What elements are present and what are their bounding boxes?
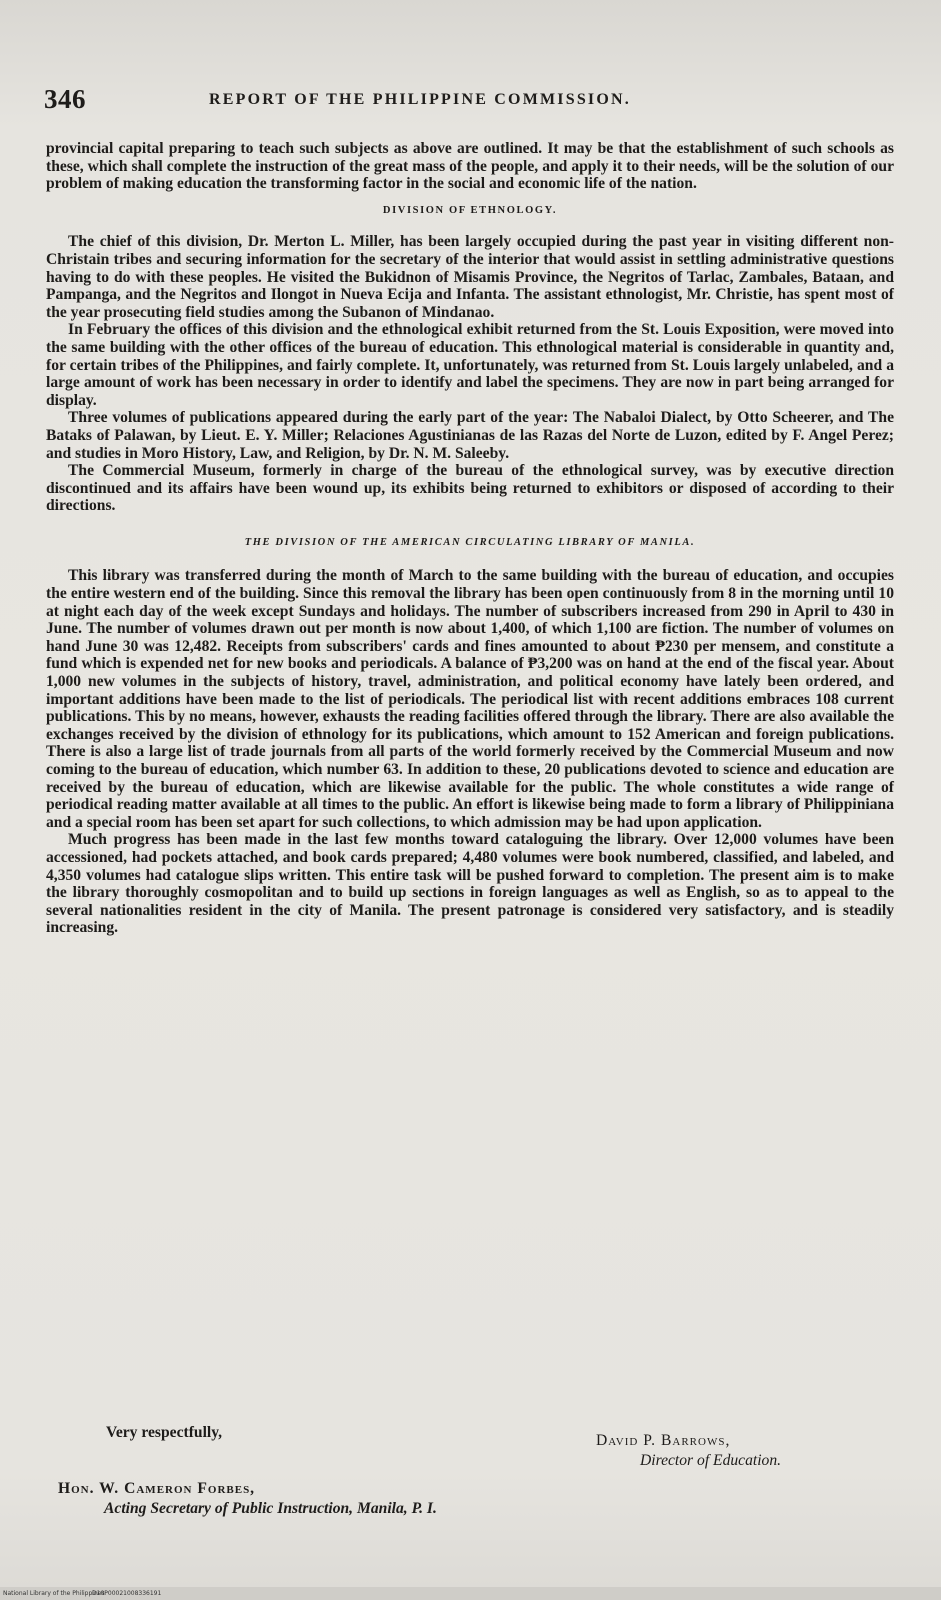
library-paragraph: This library was transferred during the month of March to the same building with the bureau of education, and occupies the entire western end of the building. Since this removal the library has been open continuously from 8 in the morning until 10 at night each day of the week except Sundays and holidays. The number of subscribers increased from 290 in April to 430 in June. The number of volumes drawn out per month is now about 1,400, of which 1,100 are fiction. The number of volumes on hand June 30 was 12,482. Receipts from subscribers' cards and fines amounted to about ₱230 per mensem, and constitute a fund which is expended net for new books and periodicals. A balance of ₱3,200 was on hand at the end of the fiscal year. About 1,000 new volumes in the subjects of history, travel, administration, and political economy have lately been ordered, and important additions have been made to the list of periodicals. The periodical list with recent additions embraces 108 current publications. This by no means, however, exhausts the reading facilities offered through the library. There are also available the exchanges received by the division of ethnology for its publications, which amount to 152 American and foreign publications. There is also a large list of trade journals from all parts of the world formerly received by the Commercial Museum and now coming to the bureau of education, which number 63. In addition to these, 20 publications devoted to science and education are received by the bureau of education, which are likewise available for the public. The whole constitutes a wide range of periodical reading matter available at all times to the public. An effort is likewise being made to form a library of Philippiniana and a special room has been set apart for such collections, to which admission may be had upon application. [46, 567, 894, 831]
intro-paragraph: provincial capital preparing to teach such subjects as above are outlined. It may be that the establishment of such schools as these, which shall complete the instruction of the great mass of the people, and apply it to their needs, will be the solution of our problem of making education the transforming factor in the social and economic life of the nation. [46, 140, 894, 193]
running-head: REPORT OF THE PHILIPPINE COMMISSION. [209, 91, 631, 108]
page-header [44, 84, 896, 120]
library-heading: THE DIVISION OF THE AMERICAN CIRCULATING LIBRARY OF MANILA. [244, 536, 696, 548]
signer-title: Director of Education. [640, 1452, 782, 1469]
ethnology-paragraph: Three volumes of publications appeared during the early part of the year: The Nabaloi Dialect, by Otto Scheerer, and The Bataks of Palawan, by Lieut. E. Y. Miller; Relaciones Agustinianas de las Razas del Norte de Luzon, edited by F. Angel Perez; and studies in Moro History, Law, and Religion, by Dr. N. M. Saleeby. [46, 409, 894, 462]
ethnology-paragraph: In February the offices of this division and the ethnological exhibit returned from the St. Louis Exposition, were moved into the same building with the other offices of the bureau of education. This ethnological material is considerable in quantity and, for certain tribes of the Philippines, and fairly complete. It, unfortunately, was returned from St. Louis largely unlabeled, and a large amount of work has been necessary in order to identify and label the specimens. They are now in part being arranged for display. [46, 321, 894, 409]
scan-footer [0, 1587, 941, 1600]
ethnology-paragraph: The Commercial Museum, formerly in charge of the bureau of the ethnological survey, was by executive direction discontinued and its affairs have been wound up, its exhibits being returned to exhibitors or disposed of according to their directions. [46, 462, 894, 515]
library-paragraph: Much progress has been made in the last few months toward cataloguing the library. Over 12,000 volumes have been accessioned, had pockets attached, and book cards prepared; 4,480 volumes were book numbered, classified, and labeled, and 4,350 volumes had catalogue slips written. This entire task will be pushed forward to completion. The present aim is to make the library thoroughly cosmopolitan and to build up sections in foreign languages as well as English, so as to appeal to the several nationalities resident in the city of Manila. The present patronage is considered very satisfactory, and is steadily increasing. [46, 831, 894, 937]
signer-name: David P. Barrows, [596, 1432, 731, 1449]
letter-closing [46, 1424, 894, 1534]
ethnology-heading: DIVISION OF ETHNOLOGY. [382, 204, 558, 216]
addressee-title: Acting Secretary of Public Instruction, Manila, P. I. [104, 1500, 437, 1517]
addressee-name: Hon. W. Cameron Forbes, [58, 1480, 256, 1497]
footer-institution: National Library of the Philippines [3, 1590, 105, 1597]
footer-identifier: D10P00021008336191 [92, 1590, 162, 1597]
page-number: 346 [44, 84, 86, 114]
complimentary-close: Very respectfully, [106, 1424, 223, 1441]
page-body [46, 140, 894, 937]
ethnology-paragraph: The chief of this division, Dr. Merton L. Miller, has been largely occupied during the past year in visiting different non-Christain tribes and securing information for the secretary of the interior that would assist in settling administrative questions having to do with these peoples. He visited the Bukidnon of Misamis Province, the Negritos of Tarlac, Zambales, Bataan, and Pampanga, and the Negritos and Ilongot in Nueva Ecija and Infanta. The assistant ethnologist, Mr. Christie, has spent most of the year prosecuting field studies among the Subanon of Mindanao. [46, 233, 894, 321]
